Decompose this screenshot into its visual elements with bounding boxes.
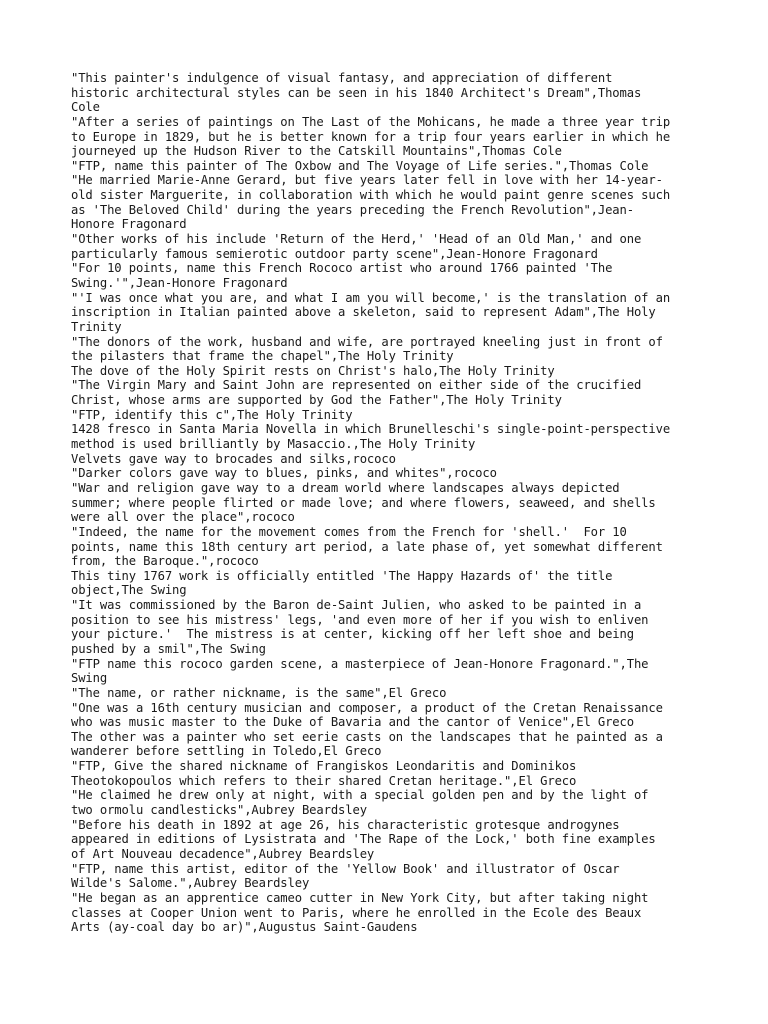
text-line: "War and religion gave way to a dream world where landscapes always depicted [71,480,620,495]
text-line: Trinity [71,319,122,334]
text-line: particularly famous semierotic outdoor party scene",Jean-Honore Fragonard [71,246,598,261]
text-line: Swing.'",Jean-Honore Fragonard [71,275,288,290]
text-line: "FTP, identify this c",The Holy Trinity [71,407,353,422]
text-line: "He claimed he drew only at night, with a special golden pen and by the light of [71,788,649,803]
text-line: object,The Swing [71,583,187,598]
text-line: appeared in editions of Lysistrata and 'The Rape of the Lock,' both fine examples [71,832,656,847]
text-line: who was music master to the Duke of Bavaria and the cantor of Venice",El Greco [71,715,634,730]
text-line: to Europe in 1829, but he is better known for a trip four years earlier in which he [71,129,671,144]
text-line: pushed by a smil",The Swing [71,641,266,656]
text-line: "'I was once what you are, and what I am you will become,' is the translation of an [71,290,671,305]
text-line: The other was a painter who set eerie casts on the landscapes that he painted as a [71,729,663,744]
text-line: as 'The Beloved Child' during the years preceding the French Revolution",Jean- [71,202,634,217]
text-line: Christ, whose arms are supported by God the Father",The Holy Trinity [71,393,562,408]
text-line: the pilasters that frame the chapel",The Holy Trinity [71,349,454,364]
text-line: historic architectural styles can be seen in his 1840 Architect's Dream",Thomas [71,85,642,100]
document-text-body [71,71,701,935]
text-line: The dove of the Holy Spirit rests on Christ's halo,The Holy Trinity [71,363,555,378]
text-line: method is used brilliantly by Masaccio.,The Holy Trinity [71,437,476,452]
text-line: "The Virgin Mary and Saint John are represented on either side of the crucified [71,378,642,393]
text-line: inscription in Italian painted above a skeleton, said to represent Adam",The Holy [71,305,656,320]
text-line: "After a series of paintings on The Last of the Mohicans, he made a three year trip [71,114,671,129]
text-line: Honore Fragonard [71,217,187,232]
text-line: "FTP, Give the shared nickname of Frangiskos Leondaritis and Dominikos [71,759,577,774]
text-line: journeyed up the Hudson River to the Catskill Mountains",Thomas Cole [71,144,562,159]
text-line: "He married Marie-Anne Gerard, but five years later fell in love with her 14-year- [71,173,663,188]
text-line: Swing [71,671,108,686]
text-line: "The donors of the work, husband and wife, are portrayed kneeling just in front of [71,334,663,349]
text-line: "Before his death in 1892 at age 26, his characteristic grotesque androgynes [71,817,620,832]
text-line: wanderer before settling in Toledo,El Greco [71,744,382,759]
text-line: "This painter's indulgence of visual fantasy, and appreciation of different [71,71,613,85]
text-line: summer; where people flirted or made love; and where flowers, seaweed, and shells [71,495,656,510]
text-line: your picture.' The mistress is at center, kicking off her left shoe and being [71,627,634,642]
text-line: classes at Cooper Union went to Paris, where he enrolled in the Ecole des Beaux [71,905,642,920]
text-line: This tiny 1767 work is officially entitled 'The Happy Hazards of' the title [71,568,613,583]
text-line: "FTP name this rococo garden scene, a masterpiece of Jean-Honore Fragonard.",The [71,656,649,671]
text-line: points, name this 18th century art period, a late phase of, yet somewhat different [71,539,663,554]
text-line: Wilde's Salome.",Aubrey Beardsley [71,876,310,891]
text-line: two ormolu candlesticks",Aubrey Beardsley [71,803,367,818]
text-line: were all over the place",rococo [71,510,295,525]
text-line: position to see his mistress' legs, 'and even more of her if you wish to enliven [71,612,649,627]
text-line: "FTP, name this painter of The Oxbow and The Voyage of Life series.",Thomas Cole [71,158,649,173]
text-line: "The name, or rather nickname, is the same",El Greco [71,685,447,700]
text-line: "Other works of his include 'Return of the Herd,' 'Head of an Old Man,' and one [71,232,642,247]
text-line: Theotokopoulos which refers to their shared Cretan heritage.",El Greco [71,773,577,788]
text-line: "He began as an apprentice cameo cutter in New York City, but after taking night [71,890,649,905]
text-line: 1428 fresco in Santa Maria Novella in which Brunelleschi's single-point-perspective [71,422,671,437]
text-line: "Indeed, the name for the movement comes from the French for 'shell.' For 10 [71,524,627,539]
text-line: "One was a 16th century musician and composer, a product of the Cretan Renaissance [71,700,663,715]
text-line: old sister Marguerite, in collaboration with which he would paint genre scenes such [71,188,671,203]
text-line: Cole [71,100,100,115]
text-line: "For 10 points, name this French Rococo artist who around 1766 painted 'The [71,261,613,276]
text-line: "Darker colors gave way to blues, pinks, and whites",rococo [71,466,497,481]
text-line: "FTP, name this artist, editor of the 'Yellow Book' and illustrator of Oscar [71,861,620,876]
text-line: Velvets gave way to brocades and silks,rococo [71,451,396,466]
text-line: of Art Nouveau decadence",Aubrey Beardsley [71,846,375,861]
text-line: Arts (ay-coal day bo ar)",Augustus Saint-Gaudens [71,920,418,935]
text-line: "It was commissioned by the Baron de-Saint Julien, who asked to be painted in a [71,598,642,613]
text-line: from, the Baroque.",rococo [71,554,259,569]
